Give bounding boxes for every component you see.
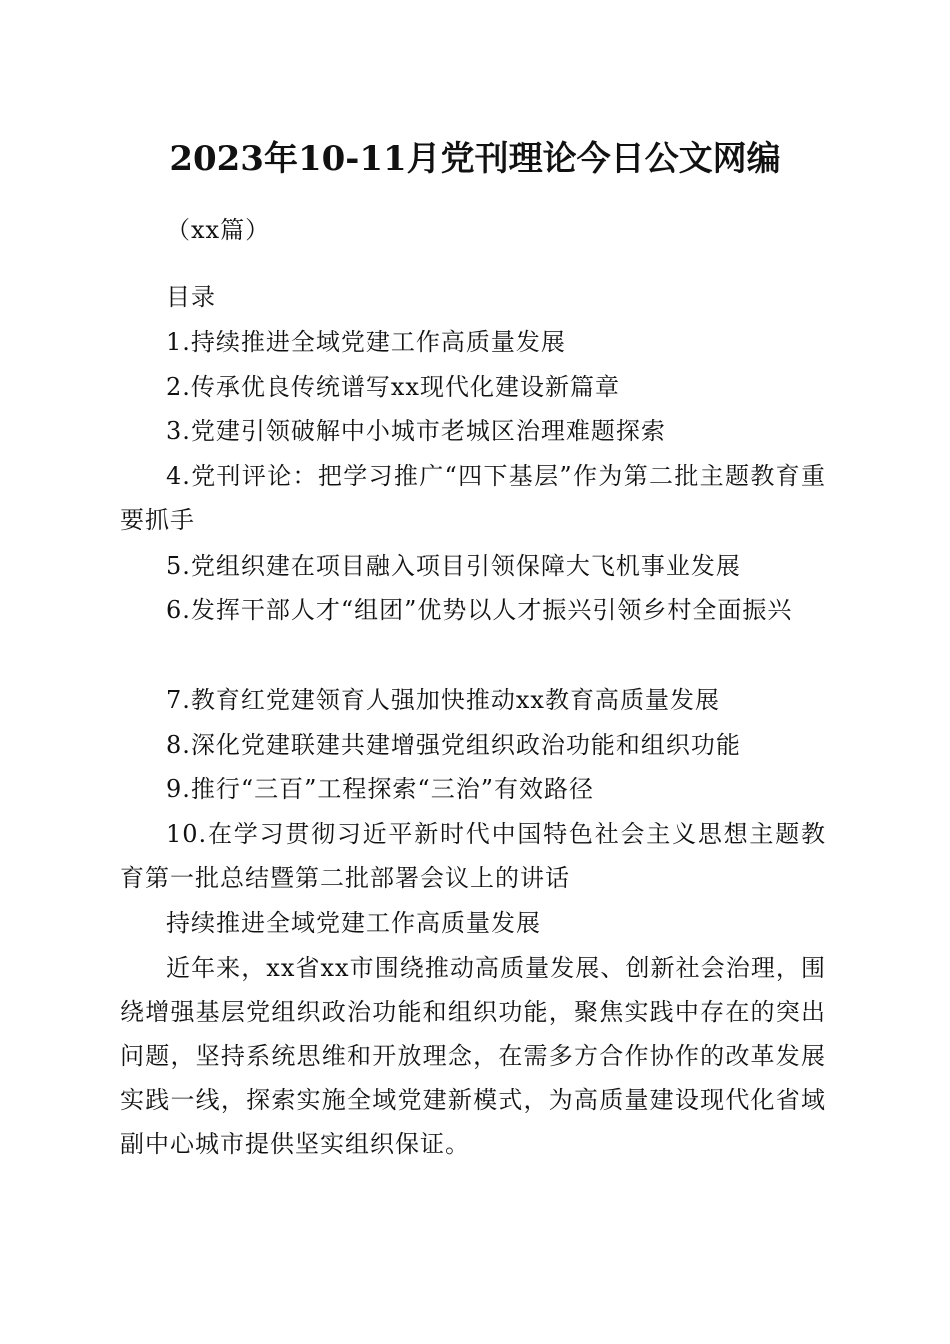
toc-item: 5.党组织建在项目融入项目引领保障大飞机事业发展 <box>166 552 741 580</box>
toc-item: 2.传承优良传统谱写xx现代化建设新篇章 <box>166 373 620 401</box>
toc-item: 10.在学习贯彻习近平新时代中国特色社会主义思想主题教育第一批总结暨第二批部署会议上的讲话 <box>120 820 826 892</box>
toc-item: 8.深化党建联建共建增强党组织政治功能和组织功能 <box>166 731 741 759</box>
toc-heading: 目录 <box>166 283 216 311</box>
toc-item: 4.党刊评论：把学习推广“四下基层”作为第二批主题教育重要抓手 <box>120 462 826 534</box>
toc-item: 3.党建引领破解中小城市老城区治理难题探索 <box>166 417 666 445</box>
body-paragraph: 近年来，xx省xx市围绕推动高质量发展、创新社会治理，围绕增强基层党组织政治功能和组织功能，聚焦实践中存在的突出问题，坚持系统思维和开放理念，在需多方合作协作的改革发展实践一线，探索实施全域党建新模式，为高质量建设现代化省域副中心城市提供坚实组织保证。 <box>120 954 826 1158</box>
count-note: （xx篇） <box>166 216 271 244</box>
page-title: 2023年10-11月党刊理论今日公文网编 <box>169 139 781 179</box>
toc-item: 9.推行“三百”工程探索“三治”有效路径 <box>166 775 594 803</box>
toc-item: 1.持续推进全域党建工作高质量发展 <box>166 328 566 356</box>
toc-item: 7.教育红党建领育人强加快推动xx教育高质量发展 <box>166 686 720 714</box>
toc-item: 6.发挥干部人才“组团”优势以人才振兴引领乡村全面振兴 <box>166 596 793 624</box>
section-heading: 持续推进全域党建工作高质量发展 <box>166 909 541 937</box>
